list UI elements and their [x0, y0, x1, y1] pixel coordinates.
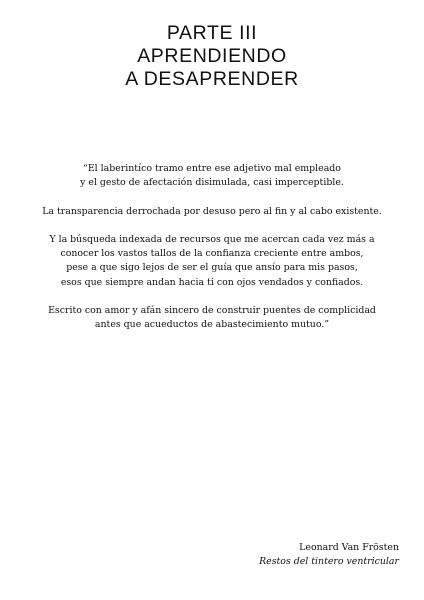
epigraph-line: La transparencia derrochada por desuso pero al fin y al cabo existente.: [42, 205, 382, 217]
epigraph-line: antes que acueductos de abastecimiento mutuo.”: [94, 319, 330, 331]
work-title: Restos del tintero ventricular: [259, 556, 399, 568]
part-title-line-3: A DESAPRENDER: [125, 68, 299, 90]
epigraph-paragraph-3: [0, 233, 424, 290]
part-title-line-1: PARTE III: [166, 22, 258, 44]
epigraph-line: Y la búsqueda indexada de recursos que me acercan cada vez más a: [49, 233, 375, 245]
epigraph-paragraph-4: [0, 304, 424, 332]
epigraph-paragraph-2: [0, 205, 424, 219]
part-title: [0, 22, 424, 91]
epigraph-line: Escrito con amor y afán sincero de construir puentes de complicidad: [48, 304, 376, 316]
author-name: Leonard Van Frösten: [299, 542, 399, 553]
epigraph-line: conocer los vastos tallos de la confianza creciente entre ambos,: [60, 248, 364, 260]
part-title-line-2: APRENDIENDO: [137, 45, 287, 67]
epigraph-line: y el gesto de afectación disimulada, casi imperceptible.: [80, 177, 344, 189]
signature-block: [259, 541, 399, 570]
epigraph-line: “El laberintíco tramo entre ese adjetivo mal empleado: [83, 163, 341, 174]
epigraph-line: esos que siempre andan hacia ti con ojos vendados y confiados.: [60, 276, 364, 288]
epigraph: [0, 162, 424, 347]
epigraph-line: pese a que sigo lejos de ser el guía que ansío para mis pasos,: [66, 262, 358, 274]
epigraph-paragraph-1: [0, 162, 424, 190]
